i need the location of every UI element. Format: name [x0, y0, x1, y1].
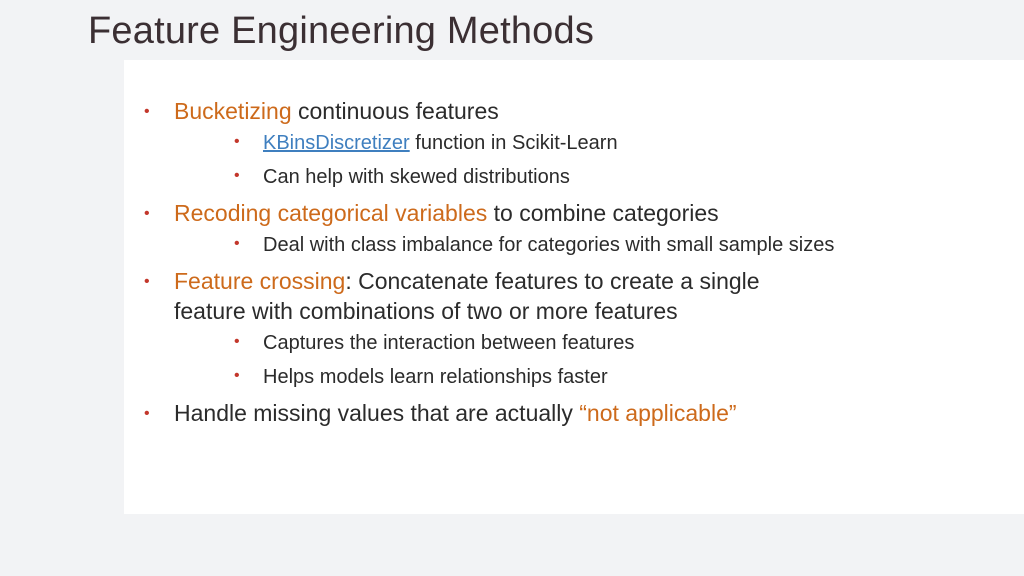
sub-bullet-imbalance: [174, 232, 1004, 258]
bullet-feature-crossing: [124, 266, 1004, 390]
bullet-missing-values: [124, 398, 1004, 428]
sub-bullet-text: Helps models learn relationships faster: [263, 366, 608, 388]
sub-bullet-skewed: [174, 164, 1004, 190]
bullet-marker: •: [144, 205, 150, 222]
kbinsdiscretizer-link[interactable]: KBinsDiscretizer: [263, 132, 410, 154]
sub-bullet-text: function in Scikit-Learn: [409, 132, 618, 154]
bullet-marker: •: [144, 103, 150, 120]
sub-bullet-text: Captures the interaction between features: [263, 332, 635, 354]
sub-bullet-marker: •: [234, 235, 240, 252]
bullet-bucketizing: [124, 96, 1004, 190]
sub-bullet-marker: •: [234, 133, 240, 150]
bullet-recoding: [124, 198, 1004, 258]
sub-bullet-text: Can help with skewed distributions: [263, 166, 570, 188]
sub-bullet-marker: •: [234, 367, 240, 384]
sub-bullet-interaction: [174, 330, 1004, 356]
slide-title: Feature Engineering Methods: [88, 10, 595, 52]
bullet-text: Handle missing values that are actually: [174, 400, 580, 426]
sub-bullet-marker: •: [234, 333, 240, 350]
highlight-term: Bucketizing: [174, 98, 292, 124]
bullet-marker: •: [144, 405, 150, 422]
bullet-marker: •: [144, 273, 150, 290]
sub-bullet-text: Deal with class imbalance for categories with small sample sizes: [263, 234, 835, 256]
bullet-list: [124, 96, 1004, 436]
content-panel: [124, 60, 1024, 514]
bullet-text-line2: feature with combinations of two or more features: [174, 298, 678, 324]
highlight-term: Feature crossing: [174, 268, 346, 294]
sub-bullet-kbins: [174, 130, 1004, 156]
sub-bullet-marker: •: [234, 167, 240, 184]
bullet-text: to combine categories: [487, 200, 719, 226]
highlight-term: Recoding categorical variables: [174, 200, 488, 226]
bullet-text: continuous features: [291, 98, 499, 124]
sub-bullet-relationships: [174, 364, 1004, 390]
bullet-text: : Concatenate features to create a single: [345, 268, 760, 294]
highlight-term: “not applicable”: [579, 400, 737, 426]
